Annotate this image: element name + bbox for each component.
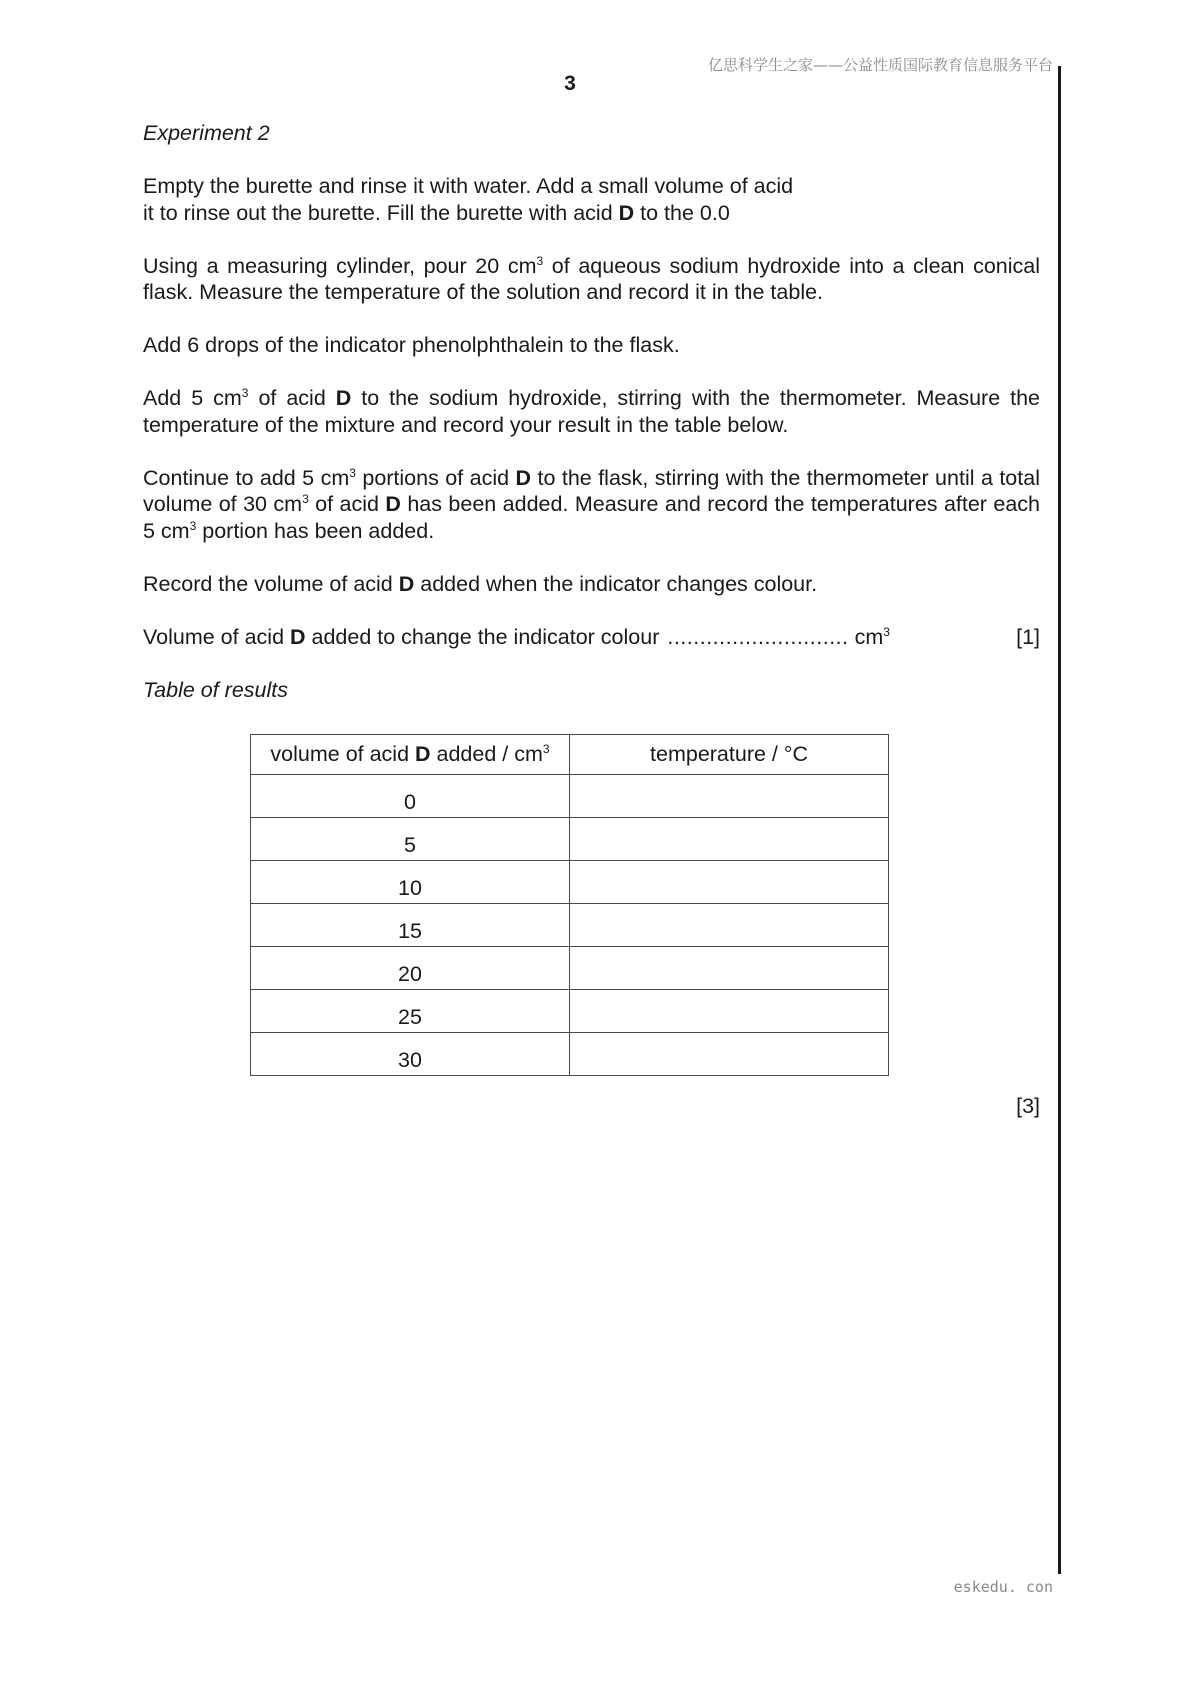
answer-volume-line	[143, 624, 1040, 651]
volume-cell: 25	[251, 990, 570, 1033]
table-row	[251, 775, 889, 818]
acid-label: D	[415, 742, 431, 766]
superscript: 3	[189, 518, 197, 533]
add-acid-text-pre: Add 5 cm	[143, 386, 242, 410]
watermark-text: 亿思科学生之家——公益性质国际教育信息服务平台	[707, 56, 1053, 74]
results-table	[250, 734, 889, 1076]
volume-cell: 0	[251, 775, 570, 818]
continue-text-3: to the flask, stirring with the thermometer until a total volume of 30 cm	[143, 465, 1040, 516]
table-heading: Table of results	[143, 677, 289, 702]
add-acid-text-post: to the sodium hydroxide, stirring with the thermometer. Measure the temperature of the mixture and record your result in the table below.	[143, 386, 1040, 437]
naoh-text-post: of aqueous sodium hydroxide into a clean conical flask. Measure the temperature of the solution and record it in the table.	[143, 253, 1040, 304]
column-header-temperature: temperature / °C	[570, 735, 889, 775]
answer-text-post: added to change the indicator colour	[305, 624, 660, 649]
continue-text-4: of acid	[308, 492, 386, 516]
temperature-cell[interactable]	[570, 861, 889, 904]
margin-rule	[1058, 66, 1061, 1574]
continue-text-5: has been added. Measure and record the temperatures after each 5 cm	[143, 492, 1041, 543]
question-content	[143, 120, 1040, 730]
table-row	[251, 904, 889, 947]
volume-cell: 15	[251, 904, 570, 947]
table-mark-allocation: [3]	[1016, 1094, 1040, 1118]
answer-text-pre: Volume of acid	[143, 624, 291, 649]
instruction-add-acid	[143, 385, 1040, 438]
acid-label: D	[398, 571, 415, 596]
acid-label: D	[290, 624, 306, 649]
superscript: 3	[241, 386, 249, 400]
continue-text-6: portion has been added.	[196, 518, 435, 543]
volume-cell: 30	[251, 1033, 570, 1076]
record-text-pre: Record the volume of acid	[143, 571, 399, 596]
continue-text-2: portions of acid	[355, 465, 516, 490]
rinse-text-line1: Empty the burette and rinse it with water. Add a small volume of acid	[143, 174, 794, 198]
table-row	[251, 861, 889, 904]
table-header-row	[251, 735, 889, 775]
header-text: added / cm	[430, 742, 543, 766]
header-text: volume of acid	[270, 742, 416, 766]
acid-label: D	[515, 465, 532, 490]
mark-allocation: [1]	[1016, 624, 1040, 649]
temperature-cell[interactable]	[570, 947, 889, 990]
superscript: 3	[542, 742, 550, 756]
temperature-cell[interactable]	[570, 904, 889, 947]
temperature-cell[interactable]	[570, 818, 889, 861]
answer-blank[interactable]: ............................	[667, 624, 849, 649]
table-row	[251, 818, 889, 861]
record-text-post: added when the indicator changes colour.	[414, 571, 818, 596]
instruction-record-volume	[143, 571, 1040, 598]
volume-cell: 10	[251, 861, 570, 904]
footer-site-text: eskedu. con	[953, 1578, 1053, 1596]
experiment-heading: Experiment 2	[143, 121, 270, 145]
superscript: 3	[302, 492, 309, 506]
instruction-measure-naoh	[143, 253, 1040, 306]
rinse-text-end: to the 0.0	[634, 200, 730, 225]
continue-text-1: Continue to add 5 cm	[143, 465, 350, 490]
acid-label: D	[618, 200, 635, 225]
temperature-cell[interactable]	[570, 1033, 889, 1076]
acid-label: D	[385, 492, 401, 516]
table-row	[251, 1033, 889, 1076]
column-header-volume	[251, 735, 570, 775]
volume-cell: 20	[251, 947, 570, 990]
volume-cell: 5	[251, 818, 570, 861]
naoh-text-pre: Using a measuring cylinder, pour 20 cm	[143, 253, 537, 278]
temperature-cell[interactable]	[570, 990, 889, 1033]
temperature-cell[interactable]	[570, 775, 889, 818]
instruction-rinse-burette	[143, 173, 1040, 226]
page-number: 3	[564, 72, 576, 95]
add-acid-text-mid: of acid	[248, 386, 336, 410]
table-row	[251, 990, 889, 1033]
acid-label: D	[335, 386, 352, 410]
answer-unit: cm	[854, 624, 884, 649]
superscript: 3	[883, 624, 890, 639]
instruction-add-indicator: Add 6 drops of the indicator phenolphthalein to the flask.	[143, 333, 680, 357]
superscript: 3	[536, 253, 544, 268]
instruction-continue-adding	[143, 465, 1040, 545]
superscript: 3	[349, 465, 356, 480]
table-row	[251, 947, 889, 990]
rinse-text-line2: it to rinse out the burette. Fill the burette with acid	[143, 200, 619, 225]
